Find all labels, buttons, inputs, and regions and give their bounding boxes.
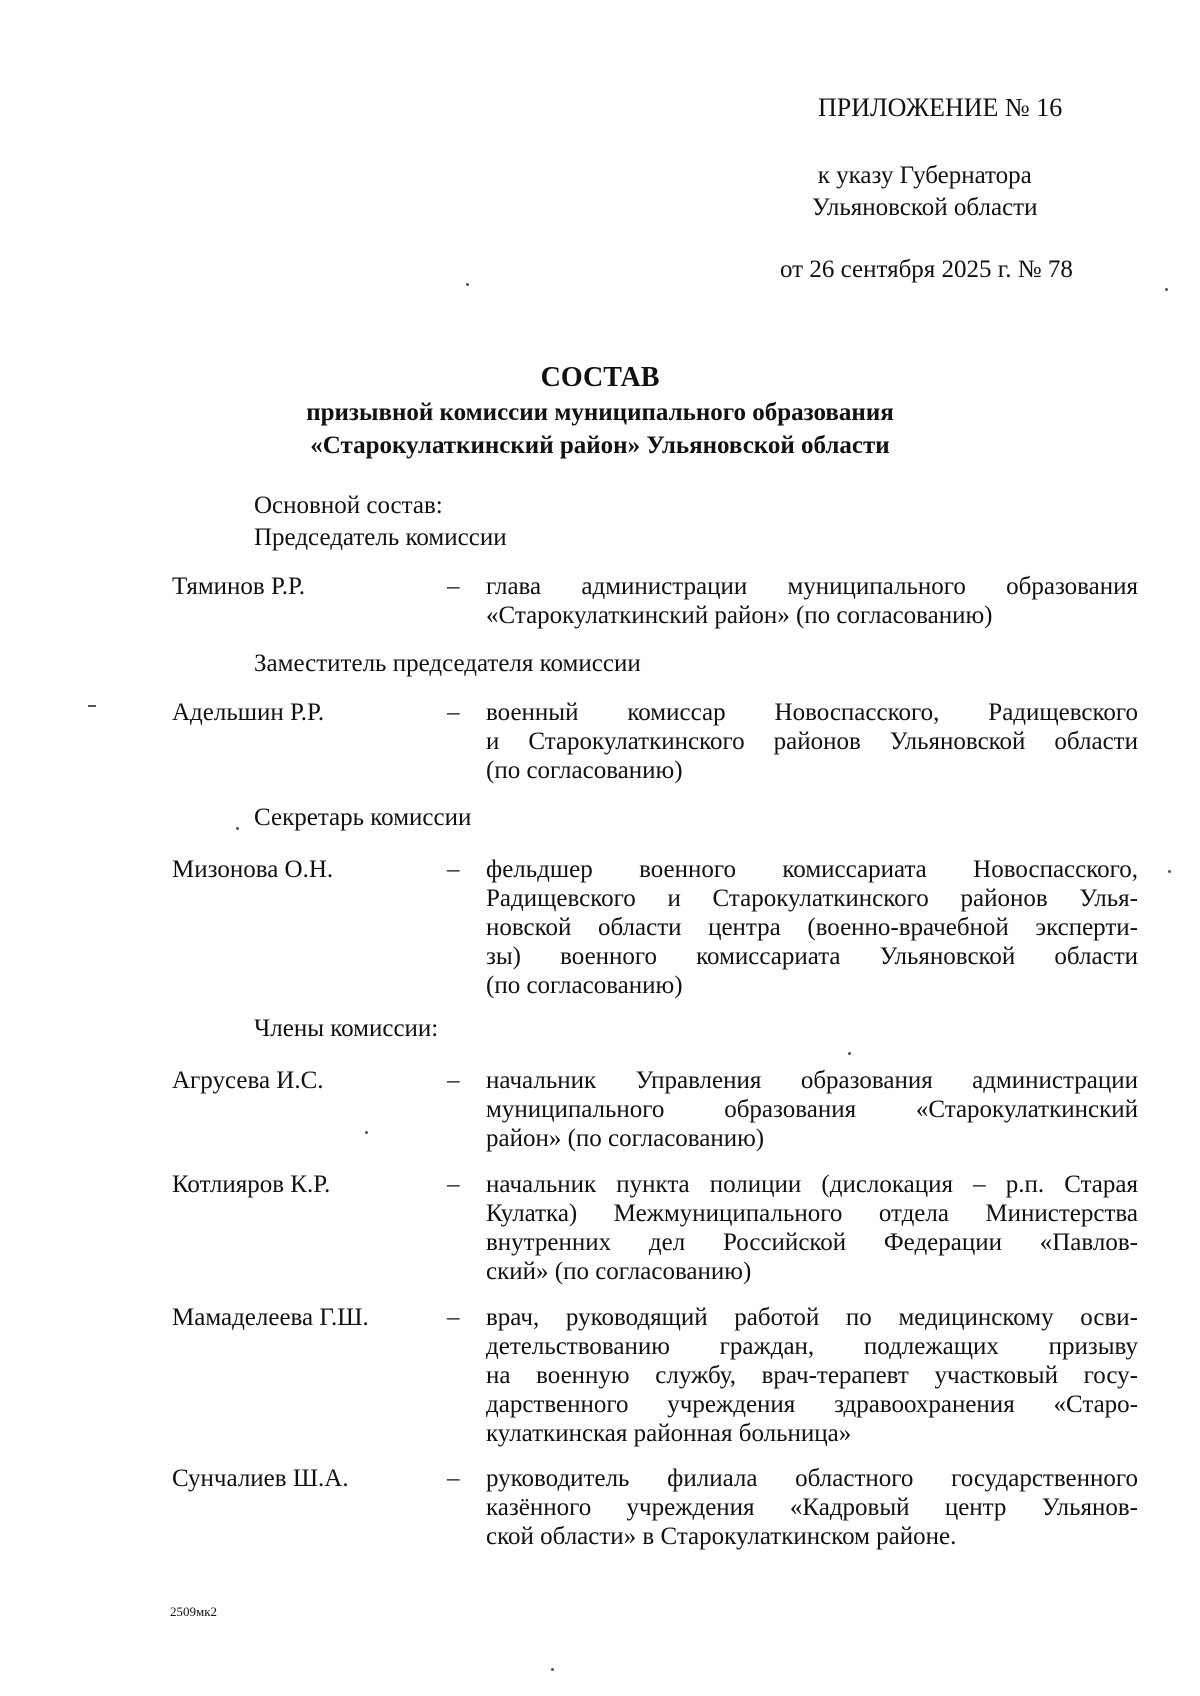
position-line: Радищевского и Старокулаткинского районов Улья- — [486, 885, 1138, 912]
section-chair: Председатель комиссии — [254, 524, 507, 551]
scan-speck — [551, 1668, 554, 1671]
dash-separator: – — [447, 573, 460, 600]
position-line: «Старокулаткинский район» (по согласованию) — [486, 602, 993, 629]
position-line: ской области» в Старокулаткинском районе. — [486, 1523, 957, 1550]
member-name: Адельшин Р.Р. — [172, 699, 325, 726]
decree-reference-line1: к указу Губернатора — [817, 162, 1032, 189]
dash-separator: – — [447, 856, 460, 883]
scan-speck — [236, 827, 239, 830]
member-position — [486, 1170, 1138, 1286]
scan-speck — [848, 1052, 851, 1055]
member-name: Мамаделеева Г.Ш. — [172, 1304, 369, 1331]
position-line: внутренних дел Российской Федерации «Павлов- — [486, 1229, 1138, 1256]
scan-speck — [88, 705, 96, 707]
member-name: Сунчалиев Ш.А. — [172, 1465, 349, 1492]
scan-speck — [365, 1131, 368, 1134]
position-line: начальник пункта полиции (дислокация – р.п. Старая — [486, 1171, 1138, 1198]
document-title: СОСТАВ — [540, 362, 660, 393]
section-members: Члены комиссии: — [254, 1015, 439, 1042]
scan-speck — [1165, 288, 1168, 291]
decree-reference-line2: Ульяновской области — [812, 194, 1038, 221]
position-line: фельдшер военного комиссариата Новоспасского, — [486, 856, 1138, 883]
position-line: глава администрации муниципального образования — [486, 573, 1138, 600]
member-position — [486, 1066, 1138, 1153]
member-position — [486, 572, 1138, 630]
dash-separator: – — [447, 1171, 460, 1198]
position-line: детельствованию граждан, подлежащих призыву — [486, 1333, 1138, 1360]
position-line: дарственного учреждения здравоохранения «Старо- — [486, 1391, 1138, 1418]
dash-separator: – — [447, 1304, 460, 1331]
document-code: 2509мк2 — [170, 1604, 218, 1619]
section-main-composition: Основной состав: — [254, 492, 443, 519]
decree-reference — [812, 160, 1037, 224]
section-secretary: Секретарь комиссии — [254, 804, 472, 831]
appendix-number: ПРИЛОЖЕНИЕ № 16 — [818, 93, 1063, 122]
position-line: зы) военного комиссариата Ульяновской области — [486, 943, 1138, 970]
scan-speck — [1168, 870, 1171, 873]
position-line: руководитель филиала областного государственного — [486, 1465, 1138, 1492]
dash-separator: – — [447, 1067, 460, 1094]
decree-date: от 26 сентября 2025 г. № 78 — [780, 256, 1073, 283]
position-line: новской области центра (военно-врачебной эксперти- — [486, 914, 1138, 941]
position-line: район» (по согласованию) — [486, 1125, 765, 1152]
document-subtitle-line2: «Старокулаткинский район» Ульяновской области — [310, 432, 890, 459]
position-line: военный комиссар Новоспасского, Радищевского — [486, 699, 1138, 726]
position-line: на военную службу, врач-терапевт участковый госу- — [486, 1362, 1138, 1389]
member-position — [486, 855, 1138, 1000]
member-position — [486, 1464, 1138, 1551]
position-line: начальник Управления образования администрации — [486, 1067, 1138, 1094]
member-name: Агрусева И.С. — [172, 1067, 324, 1094]
member-position — [486, 1303, 1138, 1448]
position-line: (по согласованию) — [486, 972, 683, 999]
member-name: Котлияров К.Р. — [172, 1171, 331, 1198]
dash-separator: – — [447, 1465, 460, 1492]
dash-separator: – — [447, 699, 460, 726]
member-name: Тяминов Р.Р. — [172, 573, 306, 600]
member-name: Мизонова О.Н. — [172, 856, 334, 883]
position-line: казённого учреждения «Кадровый центр Ульянов- — [486, 1494, 1138, 1521]
position-line: ский» (по согласованию) — [486, 1258, 752, 1285]
position-line: кулаткинская районная больница» — [486, 1420, 852, 1447]
position-line: Кулатка) Межмуниципального отдела Министерства — [486, 1200, 1138, 1227]
document-subtitle-line1: призывной комиссии муниципального образования — [306, 399, 894, 426]
position-line: врач, руководящий работой по медицинскому осви- — [486, 1304, 1138, 1331]
position-line: (по согласованию) — [486, 757, 683, 784]
scan-speck — [466, 283, 469, 286]
section-deputy: Заместитель председателя комиссии — [254, 650, 641, 677]
member-position — [486, 698, 1138, 785]
position-line: и Старокулаткинского районов Ульяновской области — [486, 728, 1138, 755]
position-line: муниципального образования «Старокулаткинский — [486, 1096, 1138, 1123]
